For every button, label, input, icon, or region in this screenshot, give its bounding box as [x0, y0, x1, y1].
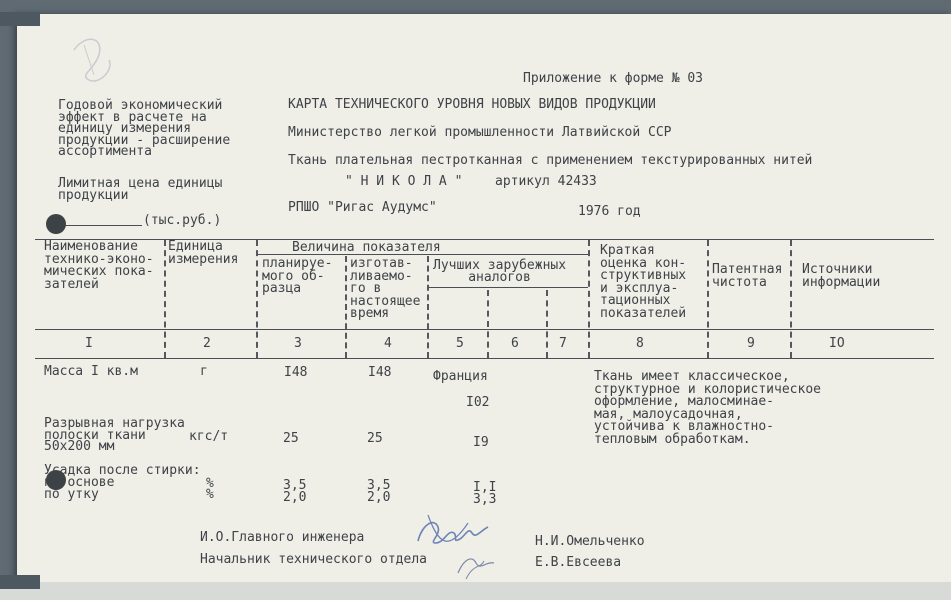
row-tensile-current: 25: [367, 431, 383, 446]
row-shrinkage-name: Усадка после стирки: по основе по утку: [44, 463, 201, 502]
column-number: 8: [636, 336, 644, 351]
column-divider: [427, 256, 429, 358]
article-number: артикул 42433: [495, 174, 597, 189]
analogs-rule: [428, 287, 588, 288]
annual-effect-note: Годовой экономический эффект в расчете на единицу измерения продукции - расширение ассортимента: [58, 98, 231, 159]
column-divider: [164, 240, 166, 358]
assessment-text: Ткань имеет классическое, структурное и колористическое оформление, малосминае- мая, малоусадочная, устойчива к влажностно- тепловым обработкам.: [594, 369, 821, 447]
signature-role-tech-dept-head: Начальник технического отдела: [200, 552, 427, 567]
row-tensile-unit: кгс/т: [189, 429, 229, 444]
column-divider: [487, 290, 489, 358]
row-tensile-name: Разрывная нагрузка полоски ткани 50x200 мм: [44, 416, 185, 454]
numbers-bottom-rule: [35, 358, 934, 359]
binder-tab: [0, 12, 40, 26]
limit-price-note: Лимитная цена единицы продукции: [58, 176, 223, 203]
column-number: 3: [294, 336, 302, 351]
row-mass-unit: г: [200, 364, 208, 379]
row-mass-current: I48: [368, 365, 392, 380]
row-mass-analog-country: Франция: [433, 369, 488, 384]
column-divider: [256, 240, 258, 358]
column-divider: [790, 240, 792, 358]
header-patent: Патентная чистота: [712, 262, 783, 290]
appendix-label: Приложение к форме № 03: [523, 71, 704, 86]
column-divider: [707, 240, 709, 358]
row-mass-planned: I48: [284, 365, 308, 380]
row-tensile-planned: 25: [283, 431, 299, 446]
pencil-scribble: [64, 30, 124, 90]
product-line: Ткань плательная пестротканная с применением текстурированных нитей: [288, 153, 813, 168]
header-sources: Источники информации: [802, 262, 881, 290]
column-number: IO: [829, 336, 845, 351]
product-name: " Н И К О Л А ": [345, 174, 463, 189]
column-number: 7: [559, 336, 567, 351]
signature-role-chief-engineer: И.О.Главного инженера: [200, 530, 365, 545]
row-mass-analog-value: I02: [466, 395, 490, 410]
signature-name-omelchenko: Н.И.Омельченко: [535, 534, 645, 549]
column-divider: [588, 240, 590, 358]
header-foreign-analogs: Лучших зарубежных аналогов: [433, 258, 567, 285]
header-bottom-rule: [35, 329, 934, 330]
column-number: 5: [456, 336, 464, 351]
row-shrinkage-current: 3,5 2,0: [367, 478, 391, 505]
header-assessment: Краткая оценка кон- структивных и эксплуа- тационных показателей: [600, 243, 687, 321]
handwritten-signatures: [408, 503, 498, 585]
header-current: изготав- ливаемо- го в настоящее время: [350, 256, 421, 321]
row-mass-name: Масса I кв.м: [44, 364, 138, 379]
punch-hole: [46, 214, 66, 234]
unit-note: (тыс.руб.): [143, 213, 222, 228]
column-number: 9: [747, 336, 755, 351]
row-shrinkage-planned: 3,5 2,0: [283, 478, 307, 505]
signature-name-evseeva: Е.В.Евсеева: [535, 555, 622, 570]
year-label: 1976 год: [578, 204, 641, 219]
header-indicator-name: Наименование технико-эконо- мических пока- зателей: [44, 239, 154, 292]
column-number: 4: [384, 336, 392, 351]
column-divider: [546, 290, 548, 358]
header-unit: Единица измерения: [168, 239, 239, 267]
column-number: 2: [203, 336, 211, 351]
column-divider: [345, 256, 347, 358]
binder-tab: [0, 575, 40, 589]
header-value-group: Величина показателя: [292, 240, 441, 255]
column-number: I: [85, 336, 93, 351]
column-number: 6: [511, 336, 519, 351]
blank-line: [62, 225, 142, 226]
row-shrinkage-analog-value: I,I 3,3: [473, 480, 497, 507]
header-planned: планируе- мого об- разца: [262, 256, 333, 296]
row-tensile-analog-value: I9: [473, 435, 489, 450]
ministry-line: Министерство легкой промышленности Латвийской ССР: [288, 125, 672, 140]
document-title: КАРТА ТЕХНИЧЕСКОГО УРОВНЯ НОВЫХ ВИДОВ ПРОДУКЦИИ: [288, 97, 656, 112]
row-shrinkage-unit: % %: [206, 476, 214, 502]
enterprise-name: РПШО "Ригас Аудумс": [288, 200, 437, 215]
